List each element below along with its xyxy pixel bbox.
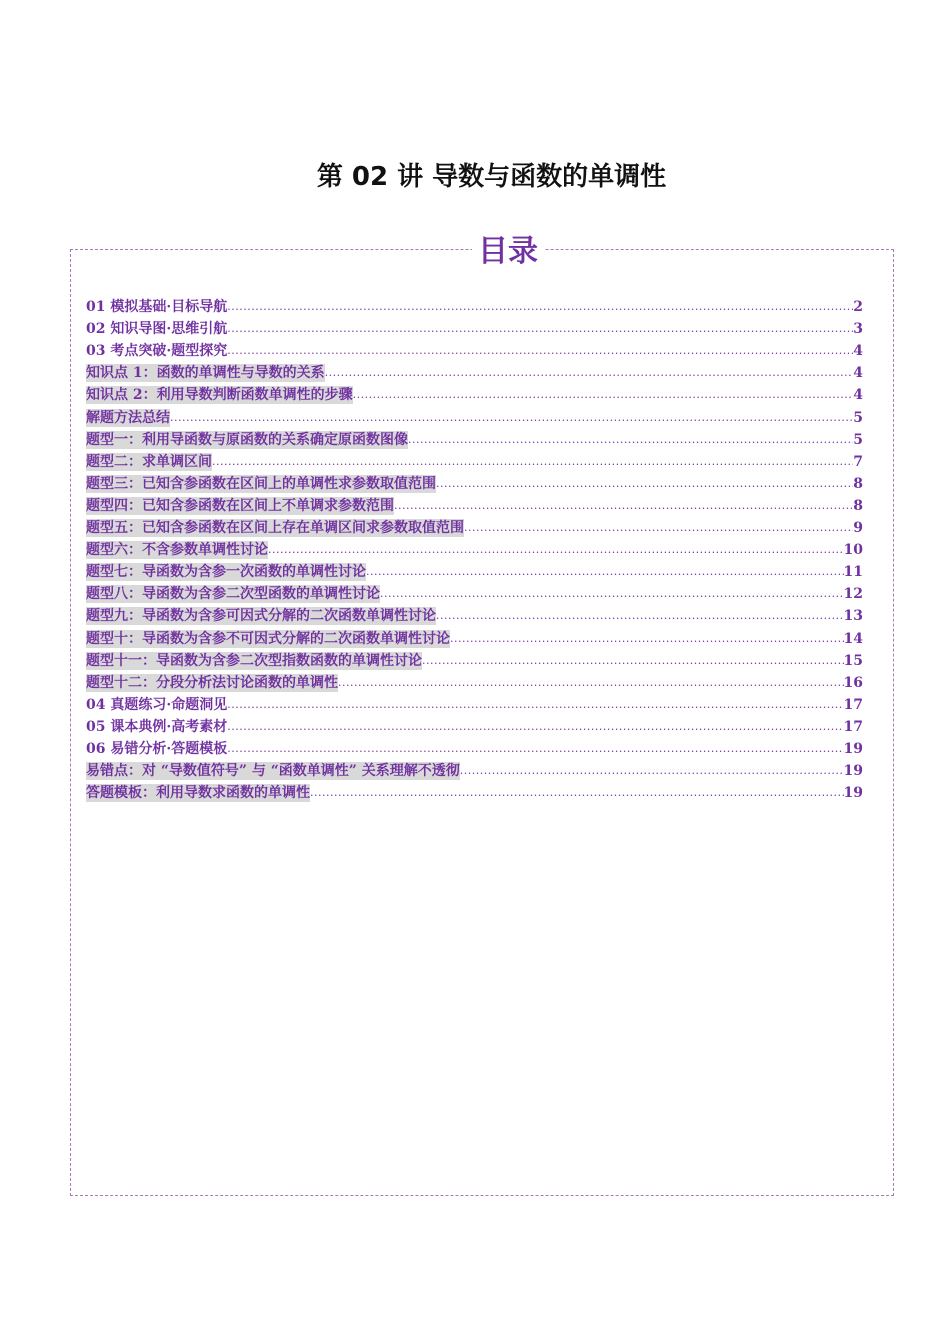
toc-entry[interactable]: [86, 780, 863, 802]
toc-entry[interactable]: [86, 692, 863, 714]
toc-dot-leader: [310, 784, 844, 802]
toc-entry-page: 8: [853, 475, 863, 492]
toc-entry[interactable]: [86, 670, 863, 692]
toc-dot-leader: [422, 652, 844, 670]
toc-entry-page: 16: [843, 674, 863, 691]
toc-dot-leader: [353, 386, 854, 404]
toc-entry-page: 13: [843, 608, 863, 625]
toc-entry-label: 题型九：导函数为含参可因式分解的二次函数单调性讨论: [86, 608, 436, 625]
toc-entry-page: 12: [843, 586, 863, 603]
toc-entry-page: 7: [853, 453, 863, 470]
toc-entry-label: 知识点 1：函数的单调性与导数的关系: [86, 365, 325, 382]
toc-entry[interactable]: [86, 625, 863, 647]
toc-entry-label: 05 课本典例·高考素材: [86, 718, 228, 735]
toc-entry-page: 8: [853, 497, 863, 514]
toc-entry[interactable]: [86, 382, 863, 404]
toc-entry-label: 题型一：利用导函数与原函数的关系确定原函数图像: [86, 431, 408, 448]
toc-entry-page: 9: [853, 520, 863, 537]
toc-entry-label: 易错点：对 “导数值符号” 与 “函数单调性” 关系理解不透彻: [86, 763, 460, 780]
toc-heading-text: 目录: [472, 234, 544, 269]
toc-list: [86, 294, 863, 802]
toc-entry[interactable]: [86, 493, 863, 515]
toc-entry[interactable]: [86, 471, 863, 493]
toc-entry-page: 4: [853, 365, 863, 382]
toc-entry[interactable]: [86, 316, 863, 338]
toc-heading: [0, 232, 950, 272]
toc-entry-page: 5: [853, 409, 863, 426]
toc-dot-leader: [408, 431, 853, 449]
toc-entry-label: 题型五：已知含参函数在区间上存在单调区间求参数取值范围: [86, 520, 464, 537]
toc-entry[interactable]: [86, 537, 863, 559]
toc-entry-label: 06 易错分析·答题模板: [86, 740, 228, 757]
toc-entry[interactable]: [86, 360, 863, 382]
toc-dot-leader: [460, 762, 844, 780]
toc-entry-page: 11: [843, 564, 863, 581]
toc-entry[interactable]: [86, 714, 863, 736]
toc-entry[interactable]: [86, 581, 863, 603]
toc-entry-page: 3: [853, 321, 863, 338]
toc-entry-page: 10: [843, 542, 863, 559]
toc-dot-leader: [212, 453, 853, 471]
toc-entry-page: 15: [843, 652, 863, 669]
toc-dot-leader: [227, 718, 843, 736]
toc-entry[interactable]: [86, 736, 863, 758]
toc-entry-label: 题型四：已知含参函数在区间上不单调求参数范围: [86, 497, 394, 514]
toc-dot-leader: [227, 320, 853, 338]
toc-dot-leader: [227, 696, 843, 714]
toc-entry[interactable]: [86, 758, 863, 780]
toc-dot-leader: [464, 519, 853, 537]
toc-entry-label: 题型十：导函数为含参不可因式分解的二次函数单调性讨论: [86, 630, 450, 647]
toc-entry-label: 题型二：求单调区间: [86, 453, 212, 470]
toc-entry[interactable]: [86, 449, 863, 471]
toc-entry-page: 19: [843, 763, 863, 780]
page-title: 第 02 讲 导数与函数的单调性: [316, 162, 667, 192]
toc-entry-page: 4: [853, 387, 863, 404]
toc-dot-leader: [227, 298, 853, 316]
toc-entry[interactable]: [86, 404, 863, 426]
toc-entry-page: 14: [843, 630, 863, 647]
toc-entry-page: 4: [853, 343, 863, 360]
toc-entry-page: 5: [853, 431, 863, 448]
toc-dot-leader: [436, 607, 844, 625]
toc-dot-leader: [380, 585, 844, 603]
toc-entry-page: 19: [843, 740, 863, 757]
toc-entry-label: 答题模板：利用导数求函数的单调性: [86, 785, 310, 802]
toc-entry[interactable]: [86, 603, 863, 625]
toc-dot-leader: [450, 630, 844, 648]
toc-entry[interactable]: [86, 515, 863, 537]
toc-entry-label: 题型十二：分段分析法讨论函数的单调性: [86, 674, 338, 691]
toc-dot-leader: [170, 409, 853, 427]
toc-entry-label: 知识点 2：利用导数判断函数单调性的步骤: [86, 387, 353, 404]
toc-entry-label: 题型七：导函数为含参一次函数的单调性讨论: [86, 564, 366, 581]
toc-entry-label: 题型十一：导函数为含参二次型指数函数的单调性讨论: [86, 652, 422, 669]
toc-dot-leader: [338, 674, 844, 692]
toc-dot-leader: [227, 342, 853, 360]
toc-entry[interactable]: [86, 648, 863, 670]
toc-entry-label: 02 知识导图·思维引航: [86, 321, 228, 338]
toc-entry-label: 解题方法总结: [86, 409, 170, 426]
toc-entry-label: 01 模拟基础·目标导航: [86, 299, 228, 316]
toc-entry-page: 17: [843, 718, 863, 735]
toc-entry-page: 17: [843, 696, 863, 713]
toc-entry-label: 题型三：已知含参函数在区间上的单调性求参数取值范围: [86, 475, 436, 492]
toc-entry-label: 题型八：导函数为含参二次型函数的单调性讨论: [86, 586, 380, 603]
toc-entry-page: 19: [843, 785, 863, 802]
toc-entry-page: 2: [853, 299, 863, 316]
toc-dot-leader: [325, 364, 854, 382]
toc-entry-label: 04 真题练习·命题洞见: [86, 696, 228, 713]
toc-entry[interactable]: [86, 427, 863, 449]
toc-entry-label: 题型六：不含参数单调性讨论: [86, 542, 268, 559]
toc-dot-leader: [366, 563, 844, 581]
toc-entry[interactable]: [86, 294, 863, 316]
toc-dot-leader: [227, 740, 843, 758]
toc-dot-leader: [268, 541, 844, 559]
toc-entry[interactable]: [86, 559, 863, 581]
toc-dot-leader: [394, 497, 853, 515]
toc-entry[interactable]: [86, 338, 863, 360]
toc-dot-leader: [436, 475, 853, 493]
toc-entry-label: 03 考点突破·题型探究: [86, 343, 228, 360]
